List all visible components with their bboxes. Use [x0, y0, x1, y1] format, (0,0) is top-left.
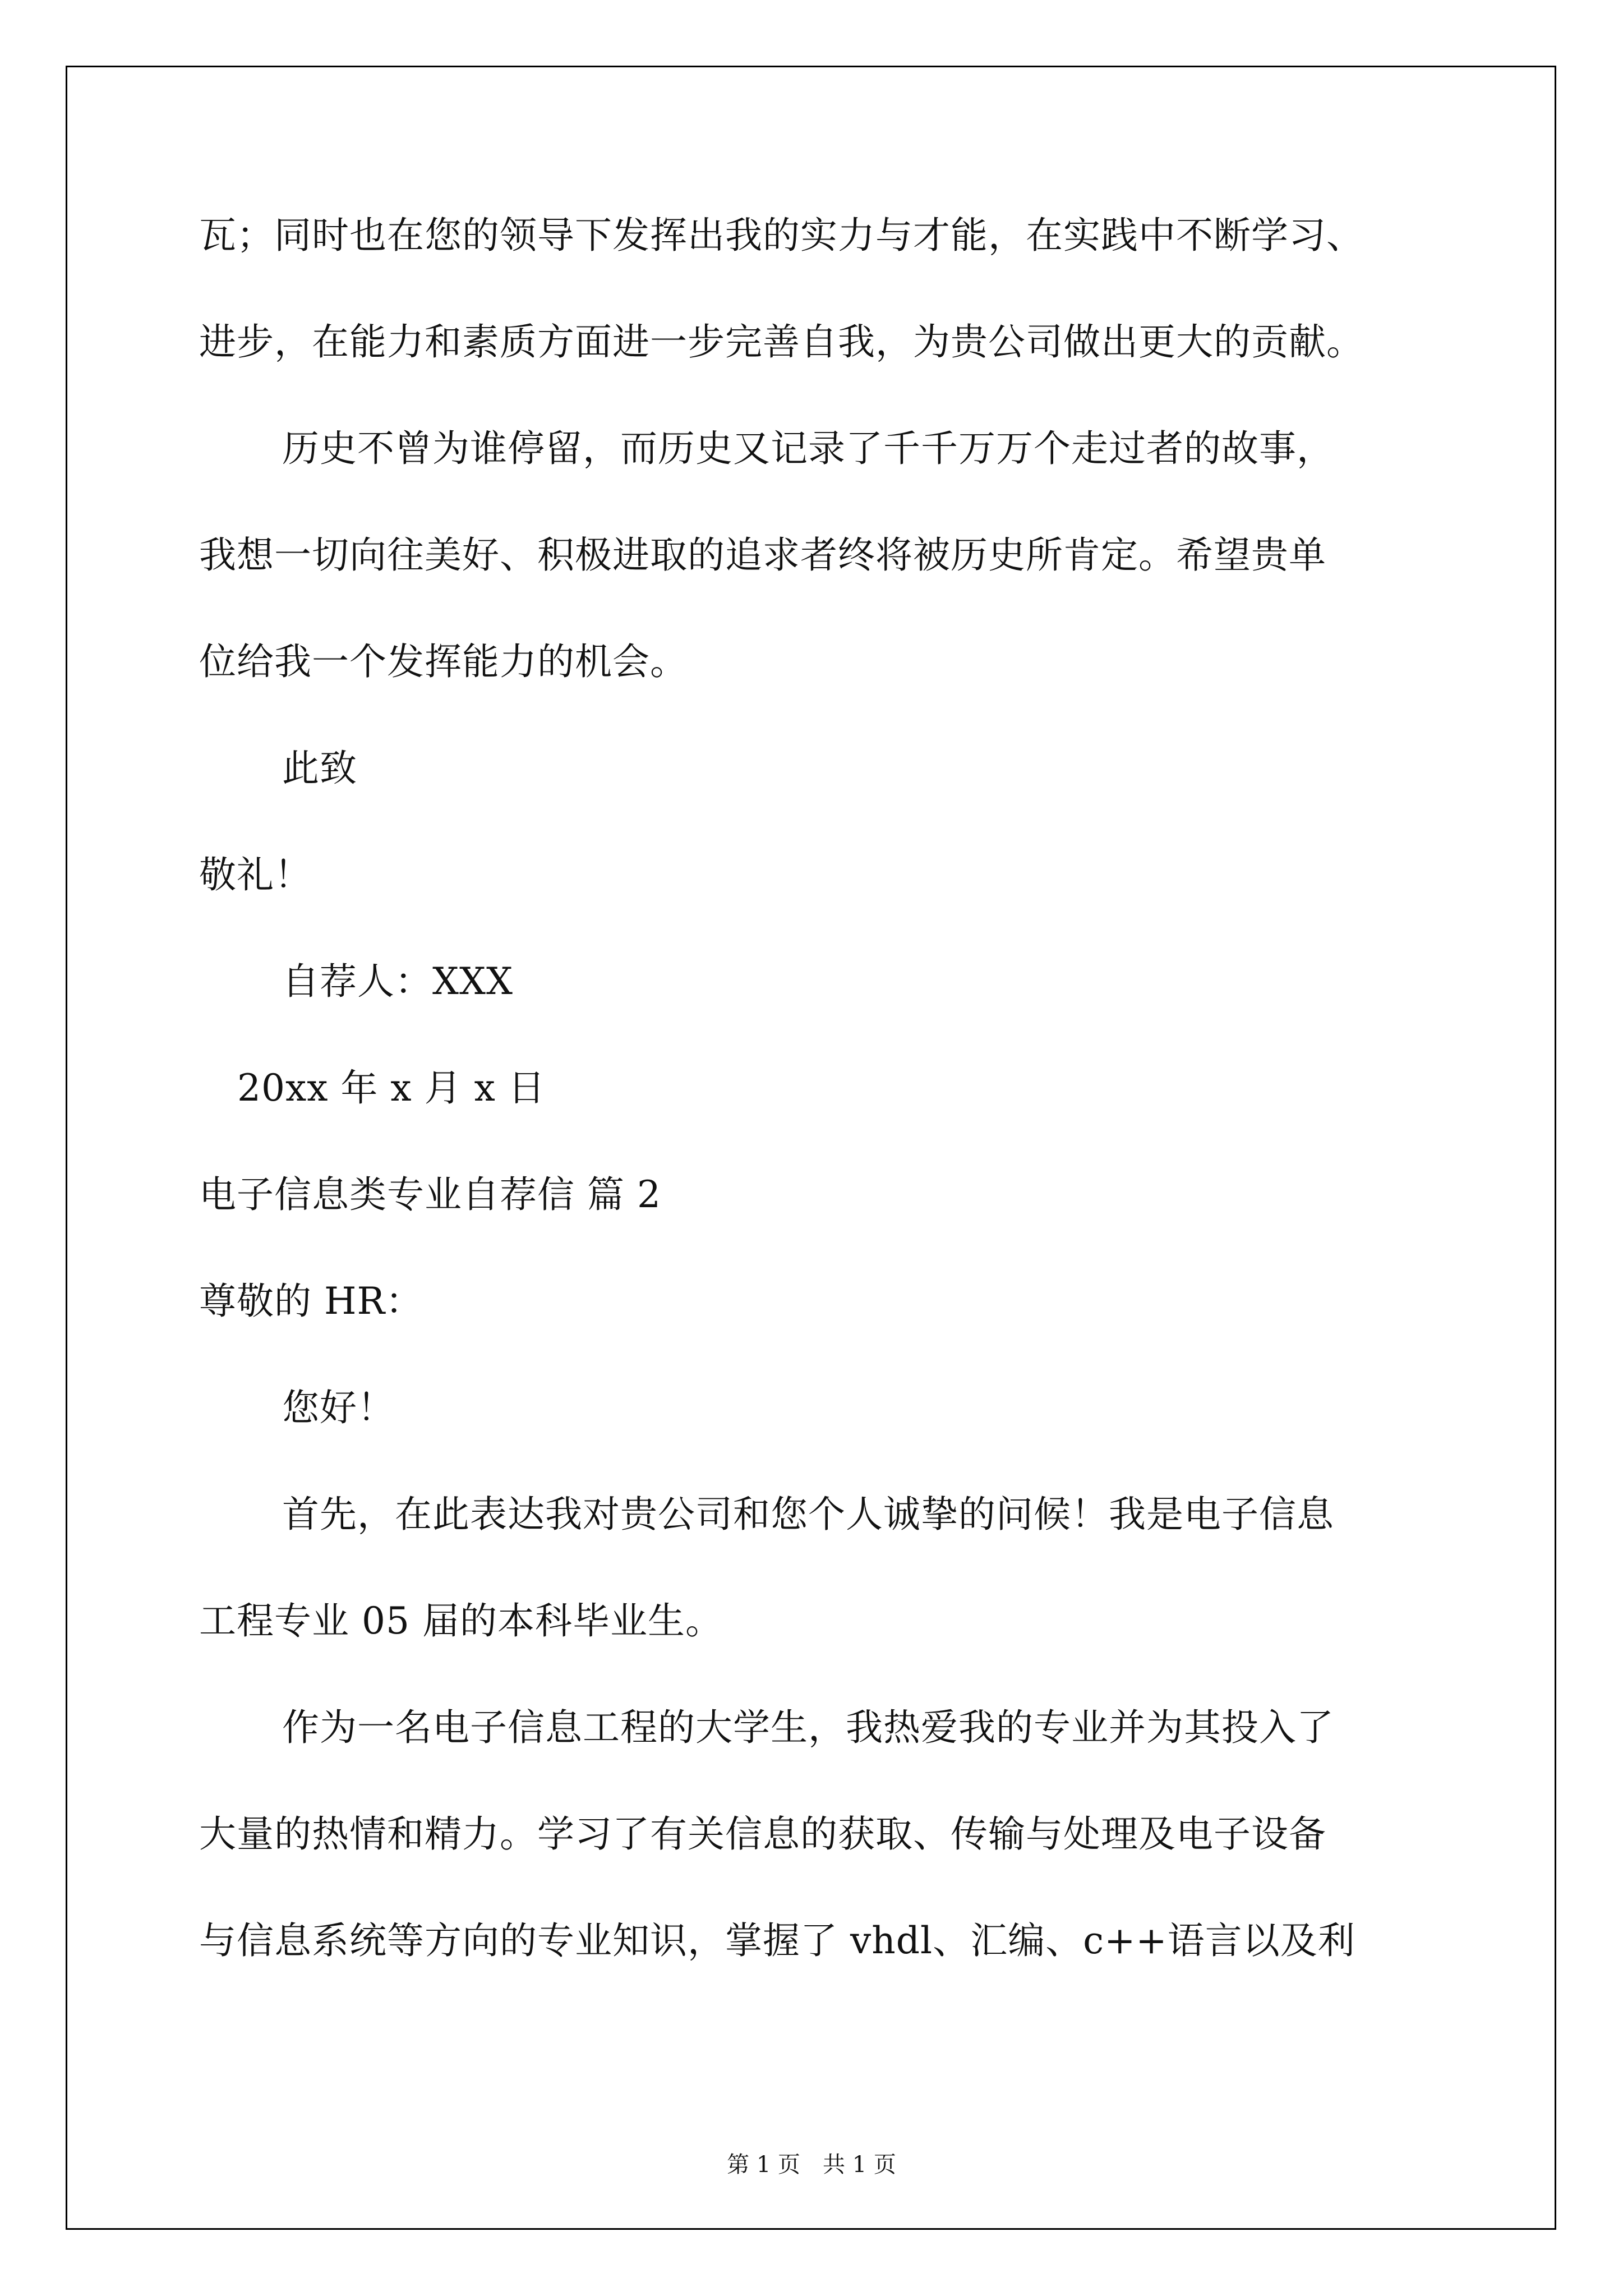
closing-salutation: 此致 — [282, 747, 357, 790]
signature-line: 自荐人：XXX — [282, 960, 513, 1003]
paragraph-line: 作为一名电子信息工程的大学生，我热爱我的专业并为其投入了 — [282, 1706, 1334, 1749]
page-border — [66, 66, 1556, 2230]
paragraph-line: 与信息系统等方向的专业知识，掌握了 vhdl、汇编、c++语言以及利 — [199, 1919, 1355, 1962]
paragraph-line: 首先，在此表达我对贵公司和您个人诚挚的问候！我是电子信息 — [282, 1493, 1334, 1536]
page-number-footer: 第 1 页 共 1 页 — [727, 2152, 896, 2178]
closing-regards: 敬礼！ — [199, 853, 312, 896]
paragraph-line: 历史不曾为谁停留，而历史又记录了千千万万个走过者的故事， — [282, 427, 1334, 470]
paragraph-line: 进步，在能力和素质方面进一步完善自我，为贵公司做出更大的贡献。 — [199, 320, 1364, 364]
greeting-recipient: 尊敬的 HR： — [199, 1280, 423, 1323]
paragraph-line: 瓦；同时也在您的领导下发挥出我的实力与才能，在实践中不断学习、 — [199, 214, 1364, 257]
date-line: 20xx 年 x 月 x 日 — [237, 1066, 546, 1110]
paragraph-line: 工程专业 05 届的本科毕业生。 — [199, 1599, 723, 1642]
paragraph-line: 位给我一个发挥能力的机会。 — [199, 640, 688, 683]
greeting: 您好！ — [282, 1386, 395, 1429]
section-heading: 电子信息类专业自荐信 篇 2 — [199, 1173, 661, 1216]
paragraph-line: 大量的热情和精力。学习了有关信息的获取、传输与处理及电子设备 — [199, 1812, 1326, 1856]
paragraph-line: 我想一切向往美好、积极进取的追求者终将被历史所肯定。希望贵单 — [199, 533, 1326, 577]
